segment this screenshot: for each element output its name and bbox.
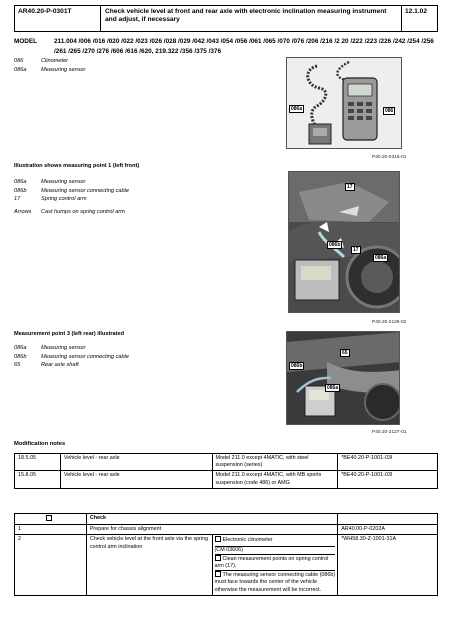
mod-item: Vehicle level - rear axle <box>60 454 212 471</box>
table-row <box>15 471 438 488</box>
table-row <box>15 525 438 535</box>
legend-row: 086 Clinometer <box>14 58 69 64</box>
info-icon <box>215 555 221 561</box>
note-cable: The measuring sensor connecting cable (086b) must face towards the center of the vehicle otherwise the measurement will be incorrect. <box>214 572 336 593</box>
measuring-point-front-image <box>288 171 400 313</box>
callout-label: 65 <box>342 350 348 356</box>
note-tool-code: (CM 03606) <box>215 547 336 555</box>
callout-label: 086b <box>291 363 303 369</box>
model-list: 211.004 /006 /016 /020 /022 /023 /026 /028 /029 /042 /043 /054 /056 /061 /065 /070 /076 /206 /216 /2 20 /222 /223 /226 /242 /254 /256 /261 /265 /270 /276 /606 /616 /620, 219.322 /356 /375 /376 <box>54 38 434 55</box>
step-text: Prepare for chassis alignment <box>86 525 337 535</box>
clinometer-image <box>286 57 402 149</box>
model-line <box>14 37 438 56</box>
table-header-row <box>15 514 438 525</box>
callout-label: 17 <box>353 247 359 253</box>
legend-figure-1 <box>14 57 254 74</box>
measuring-point-rear-image <box>286 331 400 425</box>
mod-date: 15.8.05 <box>15 471 61 488</box>
modification-notes-title: Modification notes <box>14 441 66 447</box>
table-row <box>15 535 438 595</box>
callout-label: 17 <box>347 184 353 190</box>
step-notes <box>212 535 338 595</box>
doc-date: 12.1.02 <box>405 8 427 15</box>
legend-row: 086a Measuring sensor <box>14 66 86 73</box>
doc-id: AR40.20-P-0301T <box>15 6 101 31</box>
mod-ref-link[interactable]: *BE40.20-P-1001-03I <box>338 471 438 488</box>
check-table <box>14 513 438 596</box>
check-header: Check <box>86 514 337 525</box>
table-row <box>15 454 438 471</box>
rear-axle-photo <box>287 332 400 425</box>
step-ref-link[interactable]: *WH58.30-Z-1001-31A <box>338 535 438 595</box>
clinometer-drawing <box>287 58 402 149</box>
section-caption: Measurement point 3 (left rear) illustrated <box>14 331 125 337</box>
front-axle-photo <box>289 172 400 313</box>
step-number: 1 <box>15 525 87 535</box>
tool-icon <box>215 536 221 542</box>
mod-item: Vehicle level - rear axle <box>60 471 212 488</box>
step-ref-link[interactable]: AR40.00-P-0202A <box>338 525 438 535</box>
model-label: MODEL <box>14 38 38 45</box>
mod-desc: Model 211.0 except 4MATIC, with MB sports suspension (code 486) or AMG <box>212 471 338 488</box>
step-text: Check vehicle level at the front axle via the spring control arm inclination <box>86 535 212 595</box>
step-number: 2 <box>15 535 87 595</box>
document-header <box>14 5 438 32</box>
mod-ref-link[interactable]: *BE40.20-P-1001-03I <box>338 454 438 471</box>
section-caption: Illustration shows measuring point 1 (left front) <box>14 163 140 169</box>
note-tool <box>215 536 336 546</box>
figure-ref: P40.20-2127-01 <box>372 430 407 435</box>
mod-desc: Model 211.0 except 4MATIC, with steel suspension (series) <box>212 454 338 471</box>
callout-label: 086 <box>385 108 394 114</box>
figure-ref: P40.20-0316-01 <box>372 155 407 160</box>
mod-date: 18.5.05 <box>15 454 61 471</box>
info-icon <box>215 571 221 577</box>
note-clean: Clean measurement points on spring control arm (17). <box>215 555 336 571</box>
legend-figure-3: 086a Measuring sensor 086b Measuring sensor connecting cable 65 Rear axle shaft <box>14 345 129 369</box>
callout-label: 086a <box>375 255 387 261</box>
checkbox-icon <box>46 515 52 521</box>
modification-table <box>14 453 438 489</box>
tool-link[interactable]: Electronic clinometer <box>222 537 273 544</box>
callout-label: 086a <box>327 385 339 391</box>
figure-ref: P40.20-2126-02 <box>372 320 407 325</box>
callout-label: 086b <box>329 242 341 248</box>
callout-label: 086a <box>291 106 303 112</box>
legend-figure-2: 086a Measuring sensor 086b Measuring sensor connecting cable 17 Spring control arm Arrows Cast humps on spring control arm <box>14 179 129 215</box>
doc-title: Check vehicle level at front and rear axle with electronic inclination measuring instrument and adjust, if necessary <box>101 6 402 31</box>
